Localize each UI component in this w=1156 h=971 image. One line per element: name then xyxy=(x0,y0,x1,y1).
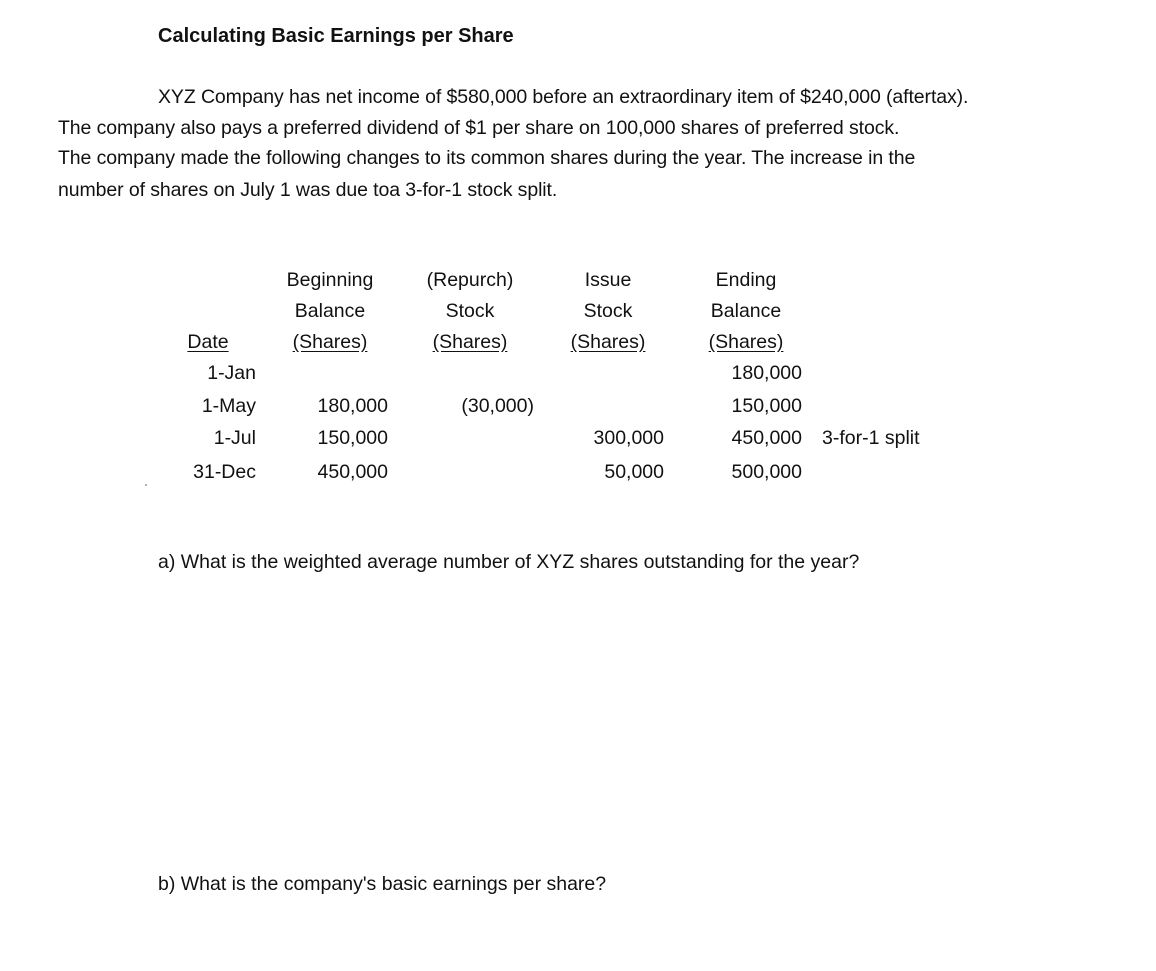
question-a: a) What is the weighted average number of XYZ shares outstanding for the year? xyxy=(158,551,860,573)
intro-line-2: The company also pays a preferred dividend of $1 per share on 100,000 shares of preferred stock. xyxy=(58,117,900,139)
row-2-date: 1-May xyxy=(201,395,256,417)
header-date-label: Date xyxy=(187,331,229,353)
page-title: Calculating Basic Earnings per Share xyxy=(158,25,514,47)
row-1-date: 1-Jan xyxy=(207,362,256,384)
intro-line-1: XYZ Company has net income of $580,000 before an extraordinary item of $240,000 (aftertax). xyxy=(158,86,969,108)
header-beginning-balance xyxy=(270,265,390,358)
header-beginning-line1: Beginning xyxy=(286,269,374,291)
row-4-issue: 50,000 xyxy=(604,461,664,483)
header-issue-line2: Stock xyxy=(583,300,633,322)
header-issue-line3: (Shares) xyxy=(570,331,646,353)
header-date xyxy=(178,327,238,358)
header-issue-stock xyxy=(548,265,668,358)
row-2-ending: 150,000 xyxy=(731,395,802,417)
header-repurch-line3: (Shares) xyxy=(432,331,508,353)
row-2-beginning: 180,000 xyxy=(317,395,388,417)
intro-line-4: number of shares on July 1 was due toa 3-for-1 stock split. xyxy=(58,179,558,201)
header-repurch-line1: (Repurch) xyxy=(426,269,514,291)
header-ending-line2: Balance xyxy=(710,300,782,322)
row-4-beginning: 450,000 xyxy=(317,461,388,483)
row-3-issue: 300,000 xyxy=(593,427,664,449)
header-repurch-stock xyxy=(410,265,530,358)
row-3-note: 3-for-1 split xyxy=(822,427,920,449)
header-issue-line1: Issue xyxy=(584,269,632,291)
header-ending-balance xyxy=(686,265,806,358)
row-3-beginning: 150,000 xyxy=(317,427,388,449)
row-3-ending: 450,000 xyxy=(731,427,802,449)
row-3-date: 1-Jul xyxy=(213,427,256,449)
row-4-ending: 500,000 xyxy=(731,461,802,483)
scan-speck xyxy=(145,484,147,486)
question-b: b) What is the company's basic earnings per share? xyxy=(158,873,607,895)
intro-line-3: The company made the following changes to its common shares during the year. The increase in the xyxy=(58,147,916,169)
header-ending-line1: Ending xyxy=(715,269,777,291)
row-1-ending: 180,000 xyxy=(731,362,802,384)
header-ending-line3: (Shares) xyxy=(708,331,784,353)
header-beginning-line2: Balance xyxy=(294,300,366,322)
row-2-repurch: (30,000) xyxy=(461,395,534,417)
header-beginning-line3: (Shares) xyxy=(292,331,368,353)
header-repurch-line2: Stock xyxy=(445,300,495,322)
row-4-date: 31-Dec xyxy=(193,461,256,483)
